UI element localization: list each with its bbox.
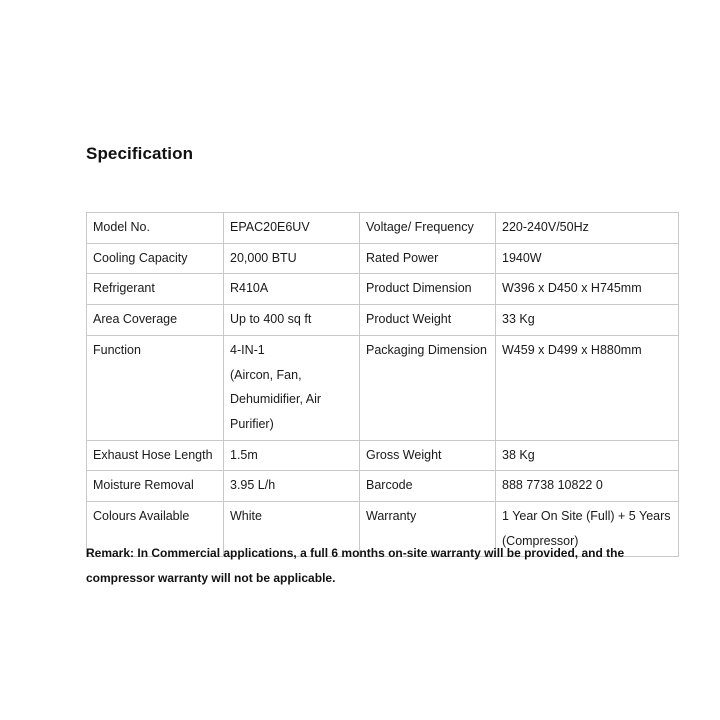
- spec-value: W396 x D450 x H745mm: [496, 274, 679, 305]
- spec-label: Rated Power: [360, 243, 496, 274]
- spec-value: [224, 335, 360, 440]
- spec-label: Product Dimension: [360, 274, 496, 305]
- spec-value: White: [224, 502, 360, 557]
- spec-label: Refrigerant: [87, 274, 224, 305]
- spec-value-line: 4-IN-1: [230, 342, 265, 357]
- spec-value: 1.5m: [224, 440, 360, 471]
- spec-value-line: (Aircon, Fan,: [230, 367, 302, 382]
- table-row: [87, 243, 679, 274]
- spec-value: 220-240V/50Hz: [496, 213, 679, 244]
- table-row: [87, 440, 679, 471]
- remark-note: [86, 541, 646, 591]
- spec-label: Barcode: [360, 471, 496, 502]
- table-row: [87, 305, 679, 336]
- spec-label: Area Coverage: [87, 305, 224, 336]
- spec-value: 33 Kg: [496, 305, 679, 336]
- spec-value: 888 7738 10822 0: [496, 471, 679, 502]
- spec-value: 38 Kg: [496, 440, 679, 471]
- spec-value-line: (Compressor): [502, 533, 579, 548]
- spec-value: W459 x D499 x H880mm: [496, 335, 679, 440]
- table-row: [87, 335, 679, 440]
- spec-value: 3.95 L/h: [224, 471, 360, 502]
- spec-label: Moisture Removal: [87, 471, 224, 502]
- spec-label: Cooling Capacity: [87, 243, 224, 274]
- page-title: Specification: [86, 144, 194, 163]
- table-row: [87, 471, 679, 502]
- spec-label: Model No.: [87, 213, 224, 244]
- spec-label: Function: [87, 335, 224, 440]
- spec-label: Colours Available: [87, 502, 224, 557]
- spec-value: 20,000 BTU: [224, 243, 360, 274]
- spec-value: Up to 400 sq ft: [224, 305, 360, 336]
- spec-label: Product Weight: [360, 305, 496, 336]
- specification-table: [86, 212, 679, 557]
- spec-value-line: Purifier): [230, 416, 274, 431]
- table-row: [87, 274, 679, 305]
- spec-value: 1940W: [496, 243, 679, 274]
- spec-value-line: 1 Year On Site (Full) + 5 Years: [502, 509, 671, 524]
- remark-line: Remark: In Commercial applications, a full 6 months on-site warranty will be provided, and the: [86, 546, 625, 560]
- spec-label: Voltage/ Frequency: [360, 213, 496, 244]
- spec-value-line: Dehumidifier, Air: [230, 392, 322, 407]
- spec-value: R410A: [224, 274, 360, 305]
- table-row: [87, 213, 679, 244]
- spec-value: EPAC20E6UV: [224, 213, 360, 244]
- spec-label: Packaging Dimension: [360, 335, 496, 440]
- spec-label: Exhaust Hose Length: [87, 440, 224, 471]
- spec-label: Warranty: [360, 502, 496, 557]
- spec-label: Gross Weight: [360, 440, 496, 471]
- remark-line: compressor warranty will not be applicable.: [86, 571, 336, 585]
